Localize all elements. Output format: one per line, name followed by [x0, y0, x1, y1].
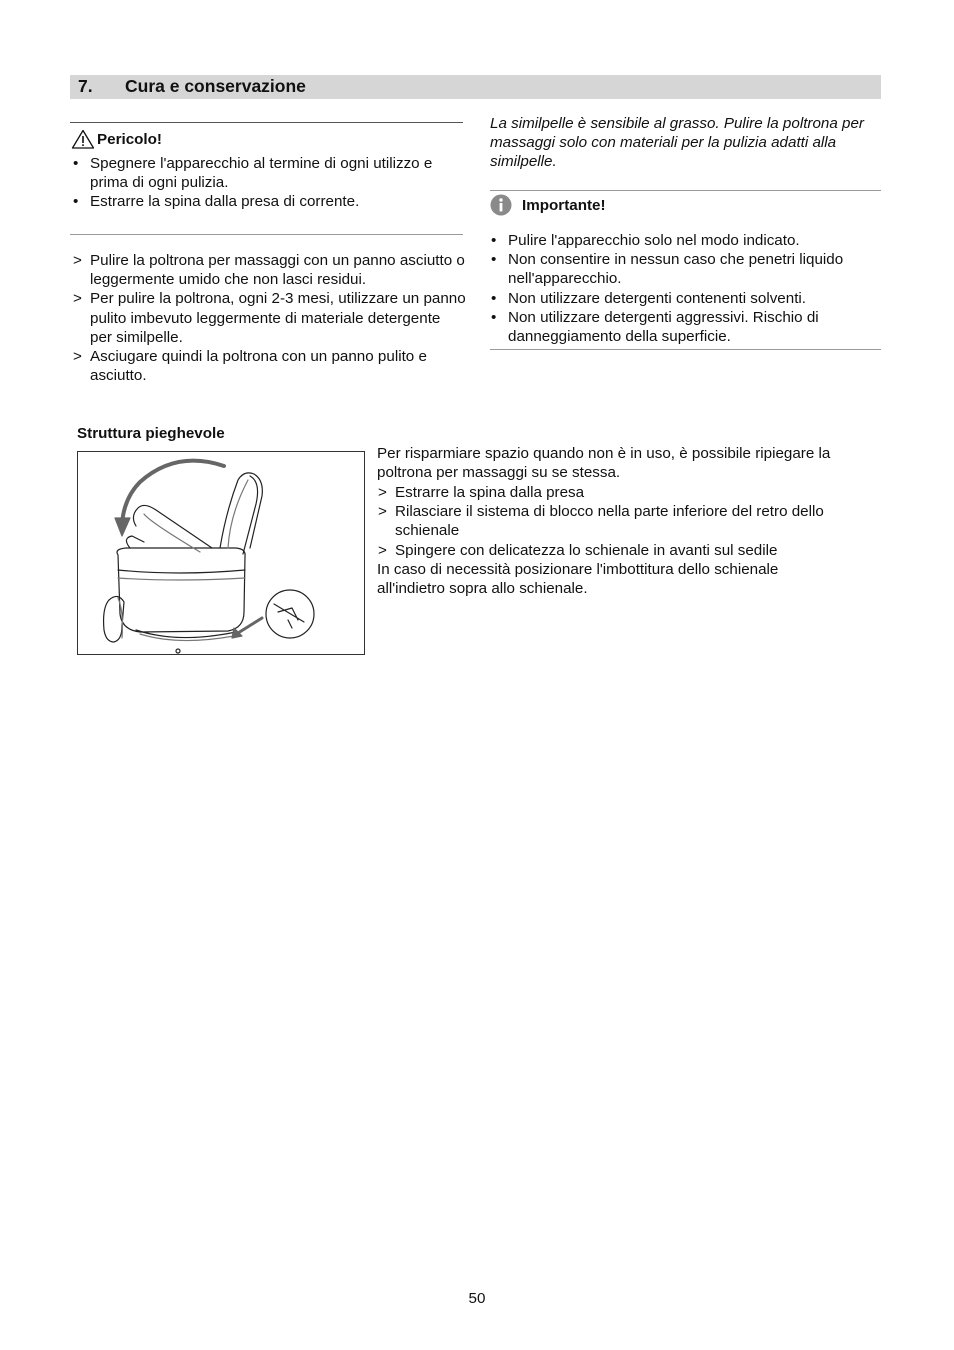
danger-bottom-rule — [70, 234, 463, 235]
step-marker: > — [378, 503, 387, 521]
cleaning-step-text: Asciugare quindi la poltrona con un panno pulito e asciutto. — [90, 348, 427, 385]
step-marker: > — [378, 541, 387, 559]
folding-step — [377, 483, 837, 502]
page-number: 50 — [468, 1290, 486, 1307]
folding-intro: Per risparmiare spazio quando non è in uso, è possibile ripiegare la poltrona per massaggi su se stessa. — [377, 445, 831, 482]
folding-step-text: Spingere con delicatezza lo schienale in avanti sul sedile — [395, 541, 778, 559]
important-item: • Non utilizzare detergenti aggressivi. Rischio di danneggiamento della superficie. — [490, 308, 828, 346]
cleaning-step-text: Per pulire la poltrona, ogni 2-3 mesi, utilizzare un panno pulito imbevuto leggermente di materiale detergente per similpelle. — [90, 290, 466, 346]
important-top-rule — [490, 190, 881, 191]
danger-top-rule — [70, 122, 463, 123]
danger-heading — [71, 129, 162, 149]
important-bottom-rule — [490, 349, 881, 350]
important-list — [490, 231, 882, 346]
folding-step-text: Rilasciare il sistema di blocco nella parte inferiore del retro dello schienale — [395, 503, 824, 540]
step-marker: > — [73, 290, 82, 308]
cleaning-step — [72, 251, 466, 289]
important-item: • Non utilizzare detergenti contenenti solventi. — [490, 289, 882, 308]
folding-title: Struttura pieghevole — [77, 425, 225, 442]
folding-steps — [377, 483, 837, 560]
info-icon — [490, 194, 522, 216]
section-title: Cura e conservazione — [125, 76, 306, 96]
section-header — [70, 75, 881, 99]
important-item: • Pulire l'apparecchio solo nel modo indicato. — [490, 231, 882, 250]
danger-item: • Spegnere l'apparecchio al termine di ogni utilizzo e prima di ogni pulizia. — [72, 154, 464, 192]
step-marker: > — [73, 252, 82, 269]
important-item: • Non consentire in nessun caso che penetri liquido nell'apparecchio. — [490, 250, 882, 288]
cleaning-steps — [72, 251, 466, 385]
cleaning-step — [72, 289, 466, 347]
danger-list — [72, 154, 464, 212]
folding-illustration — [77, 451, 365, 655]
folding-step-text: Estrarre la spina dalla presa — [395, 484, 585, 501]
step-marker: > — [378, 484, 387, 501]
step-marker: > — [73, 348, 82, 366]
section-number: 7. — [78, 76, 93, 96]
danger-label: Pericolo! — [97, 130, 162, 148]
cleaning-step — [72, 347, 466, 385]
folding-step — [377, 502, 825, 540]
faux-leather-note: La similpelle è sensibile al grasso. Pulire la poltrona per massaggi solo con materiali per la pulizia adatti alla similpelle. — [490, 115, 864, 171]
important-label: Importante! — [522, 196, 606, 214]
important-heading — [490, 194, 606, 216]
warning-triangle-icon — [71, 129, 97, 149]
danger-item: • Estrarre la spina dalla presa di corrente. — [72, 192, 464, 211]
folding-outro: In caso di necessità posizionare l'imbottitura dello schienale all'indietro sopra allo schienale. — [377, 561, 779, 598]
folding-step — [377, 541, 837, 560]
cleaning-step-text: Pulire la poltrona per massaggi con un panno asciutto o leggermente umido che non lasci residui. — [90, 252, 465, 289]
